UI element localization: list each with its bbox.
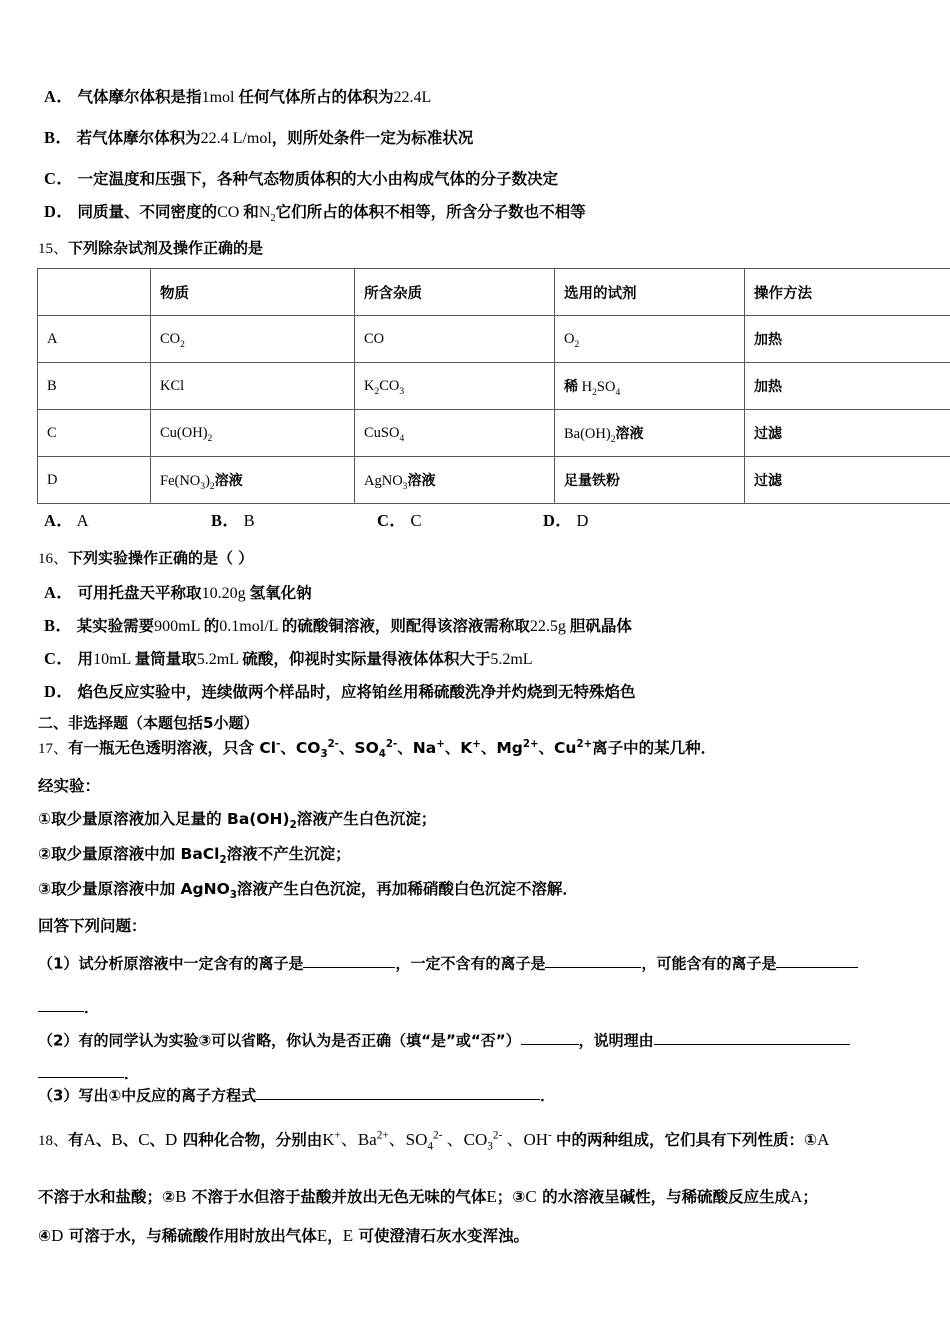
cell-method-a: 加热: [745, 316, 950, 363]
q15-answer-a-label: A．: [44, 511, 74, 530]
q17-subquestion-3: [38, 1085, 555, 1103]
q17-sub3-part1: 写出①中反应的离子方程式: [78, 1086, 257, 1105]
q16-option-c-text: 用: [77, 650, 94, 668]
q16-stem-text: 下列实验操作正确的是（ ）: [68, 549, 254, 567]
table-row: [38, 316, 950, 363]
q17-experiment-3: ③取少量原溶液中加 AgNO$_3$溶液产生白色沉淀，再加稀硝酸白色沉淀不溶解．: [38, 880, 578, 902]
q17-answer-prompt: 回答下列问题：: [38, 917, 147, 935]
q18-stem-mid: 中的两种组成，它们具有下列性质：①A: [556, 1130, 830, 1149]
table-header-impurity: 所含杂质: [355, 269, 555, 316]
q16-option-d: [44, 684, 636, 701]
cell-substance-c: $Cu(OH)_2$: [151, 410, 355, 457]
q17-ion-list: Cl-、$CO_3^{2-}$、$SO_4^{2-}$、Na+、K+、$Mg^{2+}$、$Cu^{2+}$: [254, 738, 593, 761]
q14-option-d-text: 同质量、不同密度的: [77, 203, 218, 221]
q16-option-c: C． 用10mL 量筒量取5.2mL 硫酸，仰视时实际量得液体体积大于5.2mL: [44, 649, 533, 668]
q17-sub1-part1: 试分析原溶液中一定含有的离子是: [78, 954, 304, 973]
q17-sub1-tail: ．: [84, 998, 100, 1017]
q17-stem-pre: 有一瓶无色透明溶液，只含: [68, 739, 255, 757]
q18-stem-line1: [38, 1129, 830, 1153]
q17-sub1-blank1[interactable]: [303, 953, 395, 968]
row-key-d: D: [38, 457, 151, 504]
q17-sub1-blank3-cont[interactable]: [38, 997, 84, 1012]
q15-answer-d: [543, 513, 588, 530]
q16-option-a-text: 可用托盘天平称取: [77, 584, 202, 602]
q17-sub3-number: （3）: [38, 1086, 79, 1105]
q15-stem-text: 下列除杂试剂及操作正确的是: [68, 239, 264, 257]
q17-sub1-blank3[interactable]: [776, 953, 858, 968]
cell-method-b: 加热: [745, 363, 950, 410]
q14-option-c-text: 一定温度和压强下，各种气态物质体积的大小由构成气体的分子数决定: [77, 170, 559, 188]
q18-ion-list: K+、$Ba^{2+}$、$SO_4^{2-}$ 、$CO_3^{2-}$ 、OH-: [322, 1129, 552, 1153]
q15-answer-c-label: C．: [377, 511, 407, 530]
q16-number: 16、: [38, 551, 69, 567]
q17-stem-post: 离子中的某几种．: [592, 739, 717, 757]
q14-option-a-label: A．: [44, 87, 74, 106]
q17-sub3-blank1[interactable]: [256, 1085, 540, 1100]
q14-option-a-text: 气体摩尔体积是指: [77, 88, 202, 106]
q17-sub3-tail: ．: [540, 1086, 556, 1105]
q17-sub1-part3: ，可能含有的离子是: [641, 954, 777, 973]
q14-option-b-text: 若气体摩尔体积为: [76, 129, 201, 147]
q14-option-d: D． 同质量、不同密度的CO 和$N_2$它们所占的体积不相等，所含分子数也不相等: [44, 202, 586, 225]
q17-sub2-tail: ．: [124, 1064, 140, 1083]
q14-option-b-label: B．: [44, 128, 73, 147]
q17-sub1-blank2[interactable]: [545, 953, 641, 968]
table-header-blank: [38, 269, 151, 316]
table-header-reagent: 选用的试剂: [555, 269, 745, 316]
q16-option-d-text: 焰色反应实验中，连续做两个样品时，应将铂丝用稀硫酸洗净并灼烧到无特殊焰色: [77, 683, 636, 701]
q17-subquestion-1: [38, 953, 858, 971]
q15-answer-d-label: D．: [543, 511, 573, 530]
cell-method-d: 过滤: [745, 457, 950, 504]
q17-sub1-part2: ，一定不含有的离子是: [395, 954, 546, 973]
row-key-b: B: [38, 363, 151, 410]
q18-properties-line2: ④D 可溶于水，与稀硫酸作用时放出气体E，E 可使澄清石灰水变浑浊。: [38, 1226, 530, 1245]
q15-impurity-removal-table: [37, 268, 950, 504]
q17-sub2-part1: 有的同学认为实验③可以省略，你认为是否正确（填“是”或“否”）: [78, 1031, 521, 1050]
cell-impurity-c: CuSO$_4$: [355, 410, 555, 457]
q16-option-b-label: B．: [44, 616, 73, 635]
q16-option-b: B． 某实验需要900mL 的0.1mol/L 的硫酸铜溶液，则配得该溶液需称取22.5g 胆矾晶体: [44, 616, 632, 635]
q14-option-a: A． 气体摩尔体积是指1mol 任何气体所占的体积为22.4L: [44, 87, 432, 106]
q18-number: 18、: [38, 1133, 69, 1149]
cell-reagent-a: $O_2$: [555, 316, 745, 363]
q14-option-c-label: C．: [44, 169, 74, 188]
q16-stem: [38, 551, 253, 567]
q16-option-d-label: D．: [44, 682, 74, 701]
section-2-title: 二、非选择题（本题包括5小题）: [38, 714, 259, 732]
q14-option-c: [44, 171, 558, 188]
q15-answer-b-label: B．: [211, 511, 240, 530]
cell-substance-a: $CO_2$: [151, 316, 355, 363]
q15-number: 15、: [38, 241, 69, 257]
table-row: [38, 363, 950, 410]
q15-answer-c-value: C: [410, 511, 422, 530]
q16-option-b-text: 某实验需要: [76, 617, 155, 635]
row-key-a: A: [38, 316, 151, 363]
q15-stem: [38, 241, 263, 257]
q18-stem-pre: 有A、B、C、D 四种化合物，分别由: [68, 1130, 323, 1149]
cell-impurity-b: $K_2CO_3$: [355, 363, 555, 410]
q17-experiment-label: 经实验：: [38, 777, 101, 795]
q17-sub2-blank2-cont[interactable]: [38, 1063, 124, 1078]
q17-stem: [38, 738, 717, 761]
q17-experiment-1: ①取少量原溶液加入足量的 $Ba(OH)_2$溶液产生白色沉淀；: [38, 810, 437, 832]
q16-option-a: A． 可用托盘天平称取10.20g 氢氧化钠: [44, 583, 312, 602]
q17-sub1-number: （1）: [38, 954, 79, 973]
table-row: [38, 410, 950, 457]
cell-impurity-a: CO: [355, 316, 555, 363]
q15-answer-c: [377, 513, 422, 530]
q17-sub2-number: （2）: [38, 1031, 79, 1050]
cell-reagent-d: 足量铁粉: [555, 457, 745, 504]
table-header-method: 操作方法: [745, 269, 950, 316]
cell-impurity-d: AgNO$_3$溶液: [355, 457, 555, 504]
q16-option-a-label: A．: [44, 583, 74, 602]
q18-properties-line1: 不溶于水和盐酸；②B 不溶于水但溶于盐酸并放出无色无味的气体E；③C 的水溶液呈碱性，与稀硫酸反应生成A；: [38, 1187, 818, 1206]
cell-reagent-c: $Ba(OH)_2$溶液: [555, 410, 745, 457]
table-header-substance: 物质: [151, 269, 355, 316]
q17-experiment-2: ②取少量原溶液中加 BaCl$_2$溶液不产生沉淀；: [38, 845, 351, 867]
q17-subquestion-1-cont: [38, 997, 99, 1015]
q15-answer-a: [44, 513, 89, 530]
q17-number: 17、: [38, 741, 69, 757]
q15-answer-b: [211, 513, 255, 530]
q15-answer-a-value: A: [76, 511, 89, 530]
table-row: [38, 457, 950, 504]
q15-answer-d-value: D: [576, 511, 589, 530]
cell-substance-d: $Fe(NO_3)_2$溶液: [151, 457, 355, 504]
row-key-c: C: [38, 410, 151, 457]
q15-answer-b-value: B: [243, 511, 255, 530]
q17-sub2-blank1[interactable]: [521, 1030, 579, 1045]
q17-sub2-blank2[interactable]: [654, 1030, 850, 1045]
cell-method-c: 过滤: [745, 410, 950, 457]
cell-reagent-b: 稀 $H_2SO_4$: [555, 363, 745, 410]
cell-substance-b: KCl: [151, 363, 355, 410]
q17-sub2-part2: ，说明理由: [578, 1031, 654, 1050]
table-header-row: [38, 269, 950, 316]
q16-option-c-label: C．: [44, 649, 74, 668]
q17-subquestion-2: [38, 1030, 850, 1048]
q14-option-b: B． 若气体摩尔体积为22.4 L/mol，则所处条件一定为标准状况: [44, 128, 474, 147]
q14-option-d-label: D．: [44, 202, 74, 221]
q17-subquestion-2-cont: [38, 1063, 139, 1081]
